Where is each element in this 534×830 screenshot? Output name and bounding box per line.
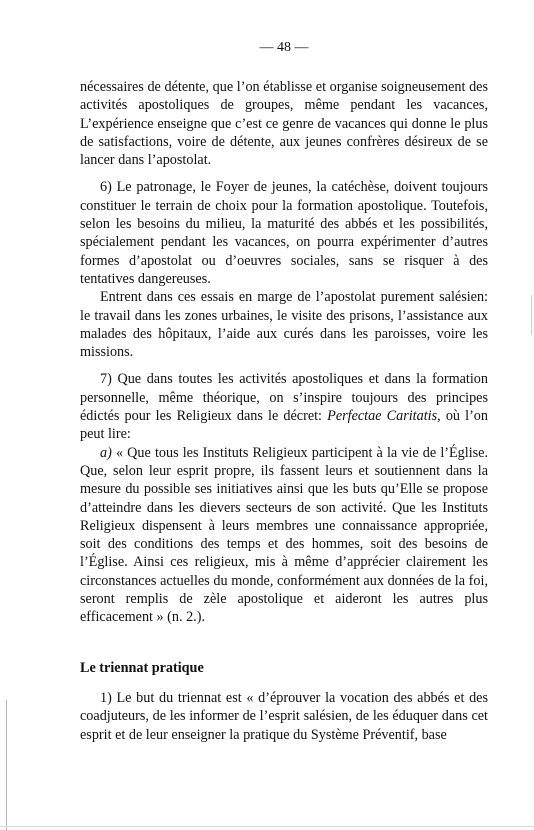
- bottom-edge-rule: [0, 826, 534, 827]
- quotation-text: « Que tous les Instituts Religieux participent à la vie de l’Église. Que, selon leur esprit propre, ils fassent leurs et soutiennent dans la mesure du possible ses initiatives ainsi que les buts qu’Elle se propose d’atteindre dans les dievers secteurs de son activité. Que les Instituts Religieux dispensent à leurs membres une connaissance appropriée, soit des conditions des temps et des hommes, soit des besoins de l’Église. Ainsi ces religieux, mis à même d’apprécier clairement les circonstances actuelles du monde, conformément aux données de la foi, seront remplis de zèle apostolique et aideront les autres plus efficacement » (n. 2.).: [80, 444, 488, 626]
- page-number: — 48 —: [259, 40, 309, 55]
- quotation-marker: a): [100, 444, 112, 461]
- quotation-a: [80, 444, 488, 627]
- paragraph-6-continued: Entrent dans ces essais en marge de l’apostolat purement salésien: le travail dans les zones urbaines, le visite des prisons, l’assistance aux malades des hôpitaux, l’aide aux curés dans les paroisses, voire les missions.: [80, 289, 488, 361]
- paragraph-7-tail: où l’on peut lire:: [80, 408, 488, 443]
- left-margin-rule: [6, 700, 7, 830]
- section-paragraph-1: 1) Le but du triennat est « d’éprouver la vocation des abbés et des coadjuteurs, de les informer de l’esprit salésien, de les éduquer dans cet esprit et de leur enseigner la pratique du Système Préventif, base: [80, 689, 488, 743]
- paragraph-7-text: 7) Que dans toutes les activités apostoliques et dans la formation personnelle, même théorique, on s’inspire toujours des principes édictés pour les Religieux dans le décret:: [80, 371, 488, 425]
- decree-title: Perfectae Caritatis,: [327, 408, 441, 425]
- paragraph-6: 6) Le patronage, le Foyer de jeunes, la catéchèse, doivent toujours constituer le terrain de choix pour la formation apostolique. Toutefois, selon les besoins du milieu, la maturité des abbés et les possibilités, spécialement pendant les vacances, on pourra expérimenter d’autres formes d’apostolat ou d’oeuvres sociales, sans se risquer à des tentatives dangereuses.: [80, 179, 488, 287]
- document-body: [80, 78, 488, 744]
- paragraph-continuation: nécessaires de détente, que l’on établisse et organise soigneusement des activités apostoliques de groupes, même pendant les vacances, L’expérience enseigne que c’est ce genre de vacances qui donne le plus de satisfactions, voire de détente, aux jeunes confrères désireux de se lancer dans l’apostolat.: [80, 79, 488, 169]
- right-margin-rule: [531, 295, 532, 335]
- document-page: [80, 40, 488, 753]
- paragraph-7: [80, 370, 488, 443]
- section-heading: Le triennat pratique: [80, 659, 204, 676]
